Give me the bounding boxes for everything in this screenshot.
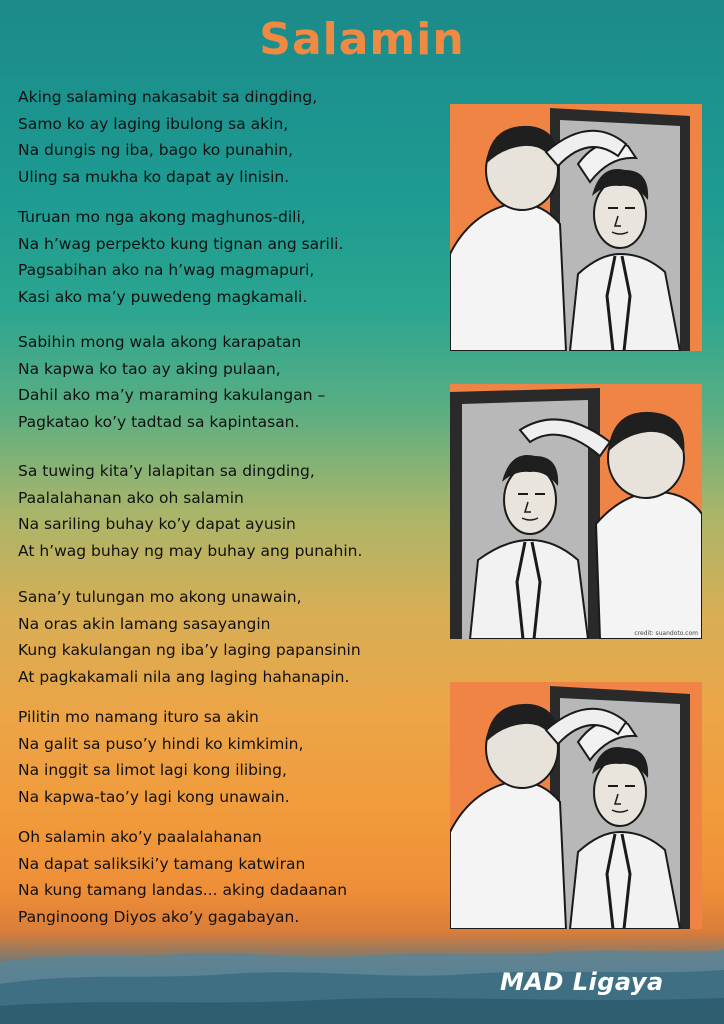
man-mirror-icon xyxy=(450,682,702,929)
man-mirror-icon xyxy=(450,104,702,351)
man-mirror-icon xyxy=(450,384,702,639)
poem-line: Pilitin mo namang ituro sa akin xyxy=(18,708,259,726)
poem-line: Paalalahanan ako oh salamin xyxy=(18,488,244,507)
mirror-illustration-3 xyxy=(450,682,702,929)
poem-line: Pagsabihan ako na h’wag magmapuri, xyxy=(18,261,315,279)
poem-line: Panginoong Diyos ako’y gagabayan. xyxy=(18,907,300,926)
poem-line: Sana’y tulungan mo akong unawain, xyxy=(18,588,302,606)
stanza-6 xyxy=(18,704,303,810)
poem-line: Na dapat saliksiki’y tamang katwiran xyxy=(18,854,306,873)
poem-line: Pagkatao ko’y tadtad sa kapintasan. xyxy=(18,412,300,431)
illustration-credit: credit: suandoto.com xyxy=(634,630,698,637)
stanza-3 xyxy=(18,329,325,435)
poem-line: Na dungis ng iba, bago ko punahin, xyxy=(18,141,294,159)
poem-line: Samo ko ay laging ibulong sa akin, xyxy=(18,114,289,133)
poem-line: Na kapwa ko tao ay aking pulaan, xyxy=(18,359,281,378)
mirror-illustration-2 xyxy=(450,384,702,639)
poem-line: Na kung tamang landas... aking dadaanan xyxy=(18,881,348,899)
poem-line: Uling sa mukha ko dapat ay linisin. xyxy=(18,167,290,186)
poem-line: Na oras akin lamang sasayangin xyxy=(18,614,271,633)
poem-line: Turuan mo nga akong maghunos-dili, xyxy=(18,208,306,226)
poem-line: Sabihin mong wala akong karapatan xyxy=(18,333,302,351)
stanza-4 xyxy=(18,458,362,564)
poem-line: Na galit sa puso’y hindi ko kimkimin, xyxy=(18,734,304,753)
poem-line: Aking salaming nakasabit sa dingding, xyxy=(18,88,318,106)
poem-line: Oh salamin ako’y paalalahanan xyxy=(18,828,262,846)
poem-line: Na h’wag perpekto kung tignan ang sarili. xyxy=(18,234,344,253)
poem-line: Kasi ako ma’y puwedeng magkamali. xyxy=(18,287,308,306)
stanza-2 xyxy=(18,204,343,310)
author-signature: MAD Ligaya xyxy=(500,968,664,996)
poem-line: Kung kakulangan ng iba’y laging papansinin xyxy=(18,641,361,659)
poem-title: Salamin xyxy=(259,14,465,65)
stanza-5 xyxy=(18,584,361,690)
poem-line: Dahil ako ma’y maraming kakulangan – xyxy=(18,386,326,404)
poem-line: Na kapwa-tao’y lagi kong unawain. xyxy=(18,787,290,806)
mirror-illustration-1 xyxy=(450,104,702,351)
poem-line: Na sariling buhay ko’y dapat ayusin xyxy=(18,515,296,533)
stanza-7 xyxy=(18,824,347,930)
poem-line: Na inggit sa limot lagi kong ilibing, xyxy=(18,761,287,779)
poem-line: At pagkakamali nila ang laging hahanapin. xyxy=(18,667,350,686)
stanza-1 xyxy=(18,84,317,190)
poem-line: Sa tuwing kita’y lalapitan sa dingding, xyxy=(18,462,315,480)
poem-line: At h’wag buhay ng may buhay ang punahin. xyxy=(18,541,363,560)
